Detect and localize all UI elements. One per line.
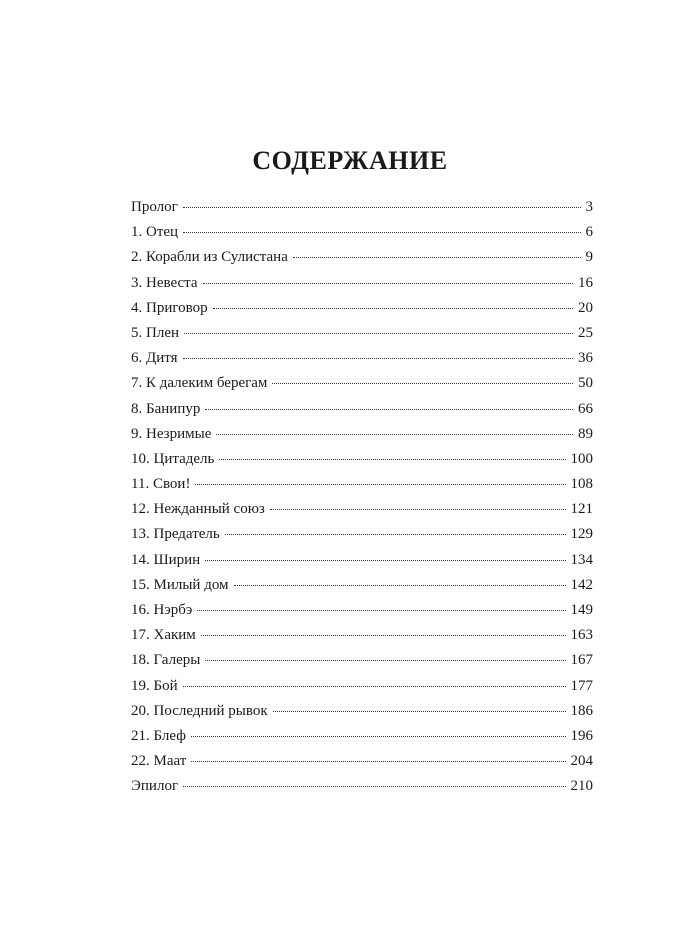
toc-entry-label: 14. Ширин (131, 551, 201, 568)
toc-entry-label: 10. Цитадель (131, 450, 215, 467)
dot-leader (234, 585, 566, 586)
toc-entry (131, 552, 593, 577)
dot-leader (191, 736, 566, 737)
toc-entry-label: 8. Банипур (131, 400, 201, 417)
dot-leader (216, 434, 573, 435)
toc-entry-page-number: 134 (570, 551, 593, 568)
toc-entry-label: 13. Предатель (131, 526, 220, 543)
toc-entry-page-number: 50 (578, 375, 593, 392)
dot-leader (197, 610, 565, 611)
toc-entry-page-number: 3 (585, 199, 593, 215)
table-of-contents (131, 199, 593, 804)
toc-entry (131, 678, 593, 703)
toc-entry-label: 17. Хаким (131, 627, 196, 644)
toc-entry (131, 350, 593, 375)
toc-entry-label: Эпилог (131, 778, 179, 795)
toc-entry-page-number: 149 (570, 602, 593, 618)
dot-leader (270, 509, 566, 510)
dot-leader (183, 232, 580, 233)
toc-entry-page-number: 121 (570, 501, 593, 518)
dot-leader (183, 358, 573, 359)
toc-entry-label: 18. Галеры (131, 652, 201, 669)
toc-entry (131, 526, 593, 551)
toc-entry-label: 11. Свои! (131, 476, 191, 493)
toc-entry (131, 375, 593, 400)
toc-entry (131, 275, 593, 300)
toc-entry (131, 224, 593, 249)
toc-entry (131, 753, 593, 778)
toc-entry-label: 12. Нежданный союз (131, 501, 265, 518)
toc-entry-label: 4. Приговор (131, 299, 208, 316)
dot-leader (205, 409, 573, 410)
toc-entry (131, 401, 593, 426)
toc-entry-page-number: 204 (570, 753, 593, 770)
toc-entry (131, 577, 593, 602)
toc-entry-label: 7. К далеким берегам (131, 375, 268, 392)
toc-entry (131, 703, 593, 728)
toc-entry-label: Пролог (131, 199, 178, 215)
toc-entry-page-number: 100 (570, 450, 593, 467)
toc-entry-label: 1. Отец (131, 224, 179, 241)
toc-entry-page-number: 163 (570, 627, 593, 644)
toc-entry-label: 22. Маат (131, 753, 187, 770)
dot-leader (183, 207, 581, 208)
toc-entry-label: 3. Невеста (131, 274, 198, 291)
toc-entry-page-number: 25 (578, 324, 593, 341)
toc-entry (131, 728, 593, 753)
dot-leader (205, 660, 565, 661)
toc-entry-page-number: 89 (578, 425, 593, 442)
toc-entry-label: 6. Дитя (131, 350, 178, 367)
toc-entry-page-number: 36 (578, 350, 593, 367)
toc-entry-page-number: 142 (570, 576, 593, 593)
dot-leader (225, 534, 566, 535)
dot-leader (184, 333, 573, 334)
toc-entry (131, 627, 593, 652)
toc-entry-page-number: 16 (578, 274, 593, 291)
toc-entry-label: 19. Бой (131, 677, 178, 694)
dot-leader (213, 308, 573, 309)
page-title: СОДЕРЖАНИЕ (252, 146, 448, 175)
toc-entry-label: 21. Блеф (131, 727, 186, 744)
toc-entry-label: 9. Незримые (131, 425, 212, 442)
toc-entry (131, 778, 593, 803)
toc-entry-label: 2. Корабли из Сулистана (131, 249, 288, 266)
toc-entry-page-number: 108 (570, 476, 593, 493)
toc-entry (131, 426, 593, 451)
toc-entry (131, 325, 593, 350)
toc-entry-page-number: 177 (570, 677, 593, 694)
toc-entry-page-number: 186 (570, 702, 593, 719)
toc-entry-label: 15. Милый дом (131, 576, 229, 593)
dot-leader (203, 283, 573, 284)
dot-leader (183, 786, 565, 787)
toc-entry-page-number: 210 (570, 778, 593, 795)
toc-entry-label: 5. Плен (131, 324, 180, 341)
toc-entry (131, 451, 593, 476)
toc-entry-label: 20. Последний рывок (131, 702, 268, 719)
dot-leader (273, 711, 566, 712)
toc-entry-page-number: 20 (578, 299, 593, 316)
toc-entry (131, 199, 593, 224)
toc-entry (131, 249, 593, 274)
toc-entry (131, 476, 593, 501)
dot-leader (183, 686, 566, 687)
dot-leader (201, 635, 566, 636)
toc-entry-page-number: 129 (570, 526, 593, 543)
toc-entry (131, 501, 593, 526)
dot-leader (293, 257, 581, 258)
toc-entry (131, 602, 593, 627)
toc-entry (131, 652, 593, 677)
toc-entry-page-number: 9 (585, 249, 593, 266)
dot-leader (219, 459, 565, 460)
toc-entry-label: 16. Нэрбэ (131, 602, 193, 618)
dot-leader (191, 761, 565, 762)
toc-entry-page-number: 196 (570, 727, 593, 744)
dot-leader (195, 484, 565, 485)
toc-entry-page-number: 66 (578, 400, 593, 417)
dot-leader (272, 383, 573, 384)
toc-entry-page-number: 6 (585, 224, 593, 241)
toc-entry (131, 300, 593, 325)
toc-entry-page-number: 167 (570, 652, 593, 669)
dot-leader (205, 560, 565, 561)
